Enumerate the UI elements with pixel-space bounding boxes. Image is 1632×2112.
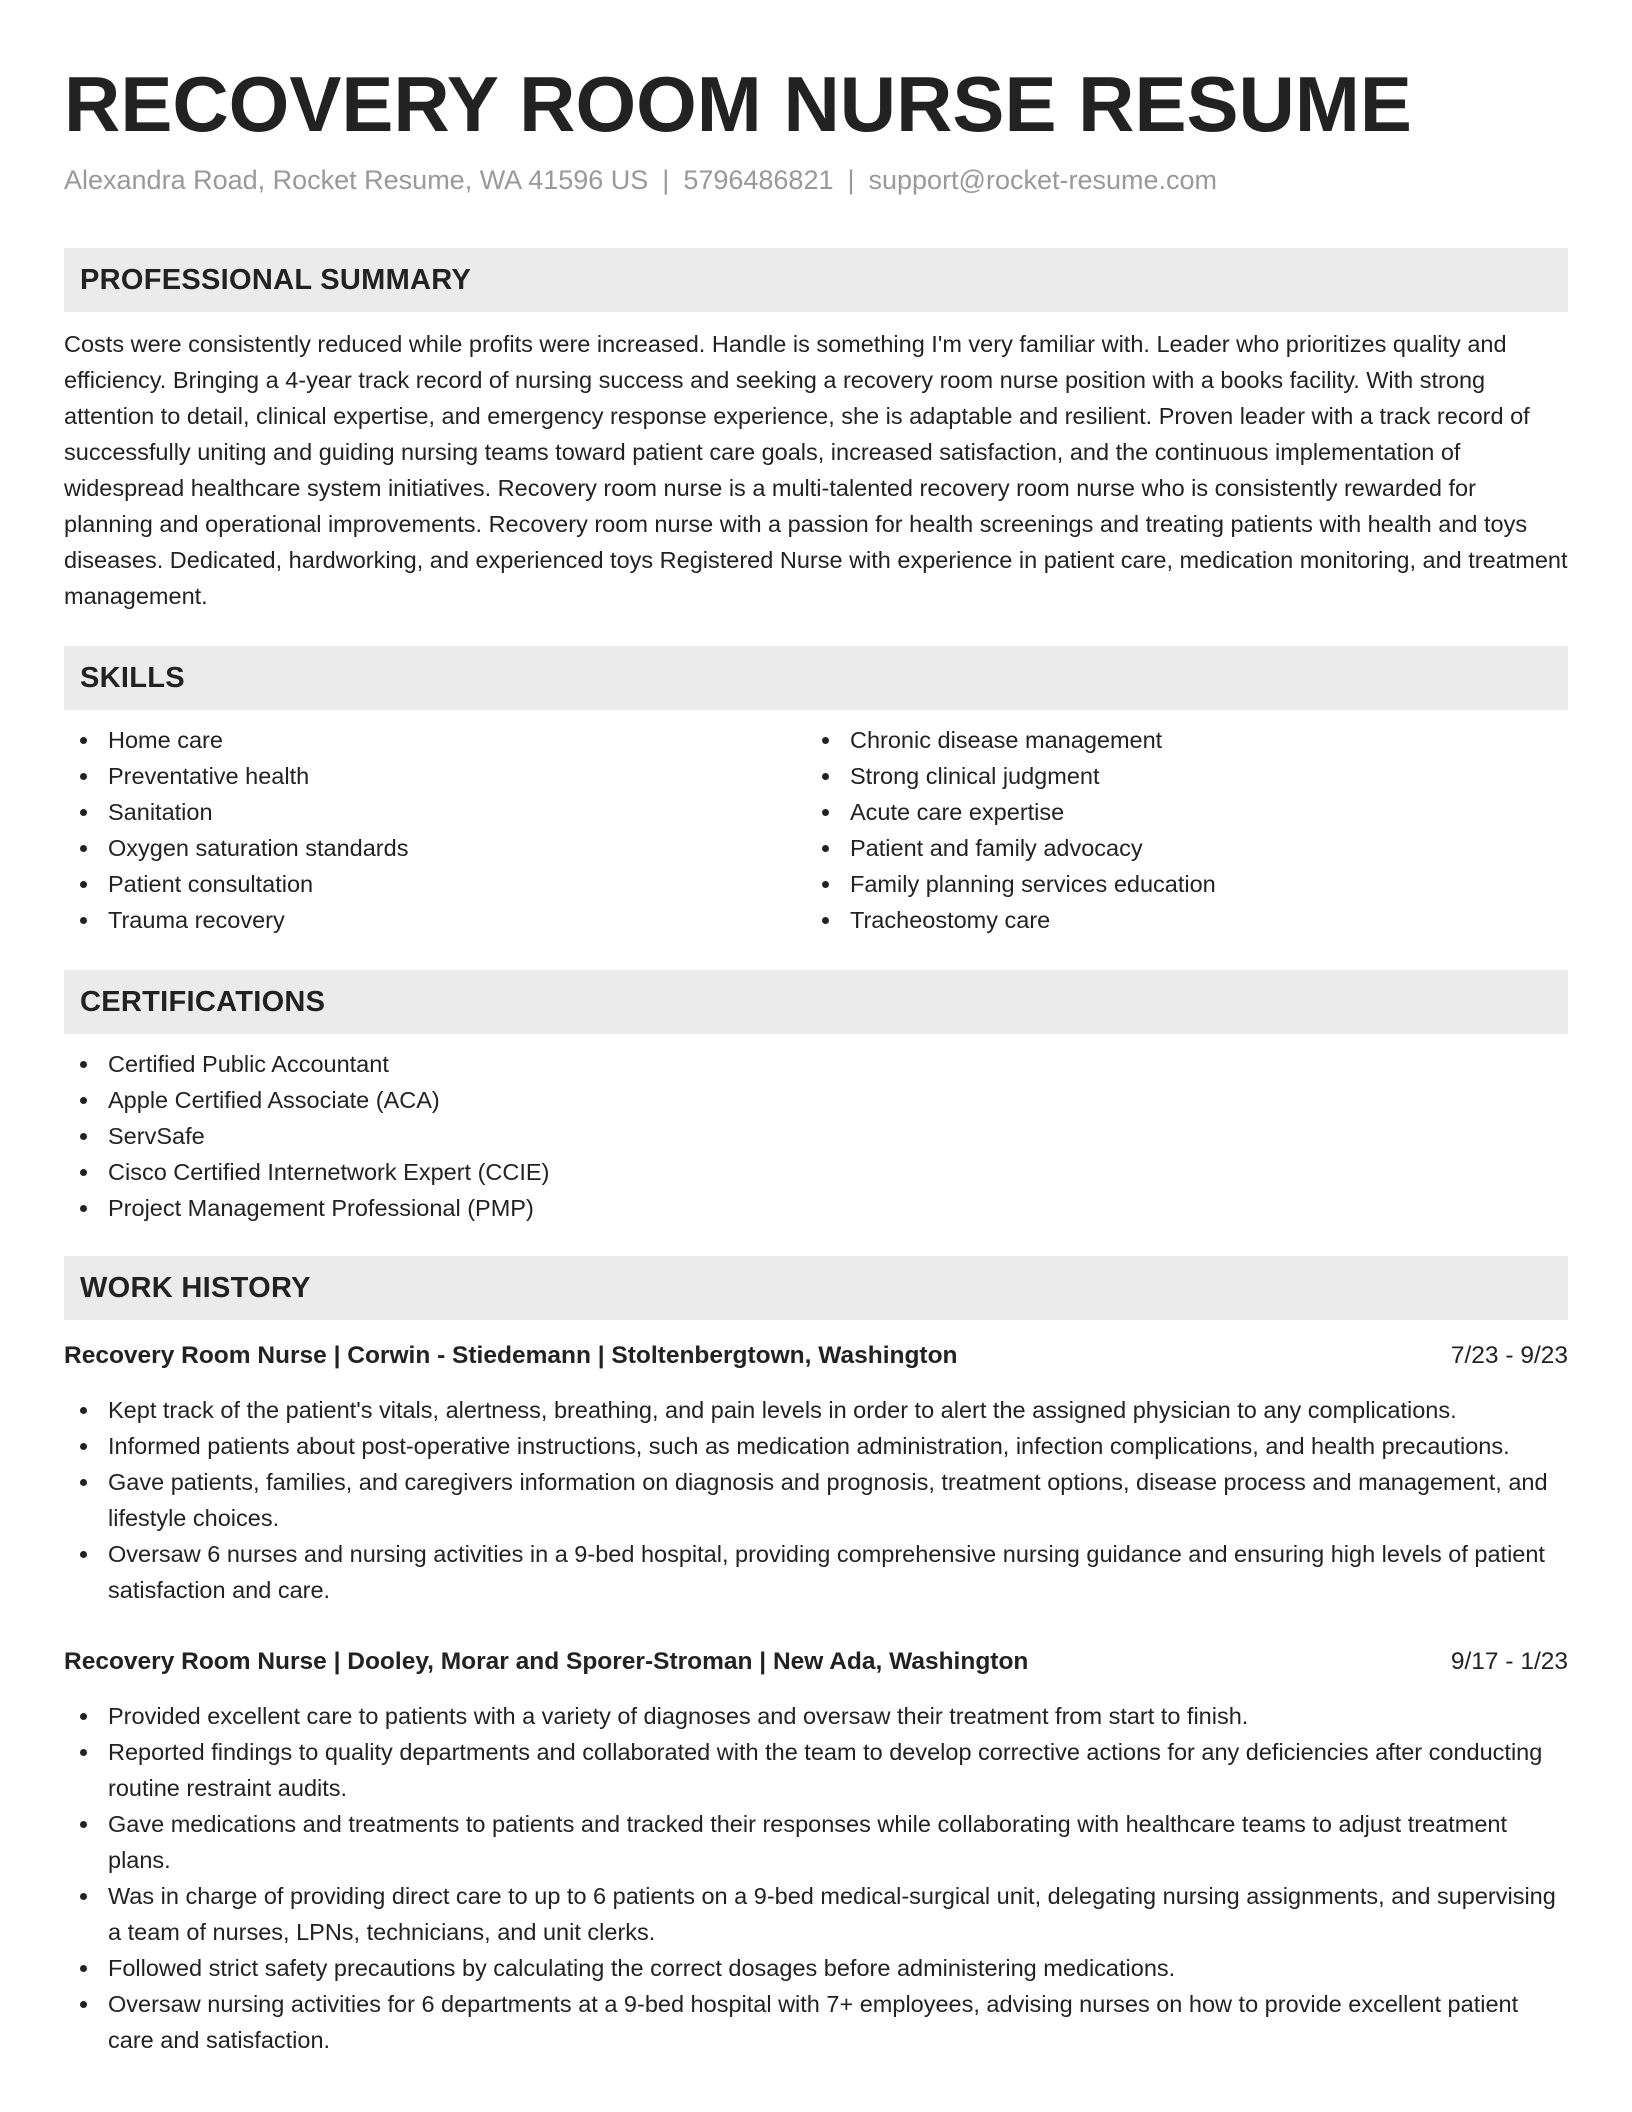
job-bullet: Oversaw 6 nurses and nursing activities in a 9-bed hospital, providing comprehensive nursing guidance and ensuring high levels of patient satisfaction and care. — [64, 1536, 1568, 1608]
skills-section — [64, 646, 1568, 938]
section-heading-certifications: CERTIFICATIONS — [64, 970, 1568, 1034]
contact-email: support@rocket-resume.com — [868, 165, 1218, 195]
job-bullet: Reported findings to quality departments and collaborated with the team to develop corrective actions for any deficiencies after conducting routine restraint audits. — [64, 1734, 1568, 1806]
skills-column-left — [64, 722, 806, 938]
work-history-section — [64, 1256, 1568, 2058]
summary-text: Costs were consistently reduced while profits were increased. Handle is something I'm very familiar with. Leader who prioritizes quality and efficiency. Bringing a 4-year track record of nursing success and seeking a recovery room nurse position with a books facility. With strong attention to detail, clinical expertise, and emergency response experience, she is adaptable and resilient. Proven leader with a track record of successfully uniting and guiding nursing teams toward patient care goals, increased satisfaction, and the continuous implementation of widespread healthcare system initiatives. Recovery room nurse is a multi-talented recovery room nurse who is consistently rewarded for planning and operational improvements. Recovery room nurse with a passion for health screenings and treating patients with health and toys diseases. Dedicated, hardworking, and experienced toys Registered Nurse with experience in patient care, medication monitoring, and treatment management. — [64, 331, 1568, 609]
certification-item: Certified Public Accountant — [64, 1046, 1568, 1082]
certification-item: Cisco Certified Internetwork Expert (CCIE) — [64, 1154, 1568, 1190]
skill-item: Patient and family advocacy — [806, 830, 1548, 866]
skill-item: Sanitation — [64, 794, 806, 830]
job-bullet: Was in charge of providing direct care to up to 6 patients on a 9-bed medical-surgical unit, delegating nursing assignments, and supervising a team of nurses, LPNs, technicians, and unit clerks. — [64, 1878, 1568, 1950]
skill-item: Patient consultation — [64, 866, 806, 902]
certifications-list — [64, 1046, 1568, 1226]
certifications-section — [64, 970, 1568, 1226]
skill-item: Oxygen saturation standards — [64, 830, 806, 866]
contact-separator: | — [662, 165, 670, 195]
job-bullet: Gave medications and treatments to patients and tracked their responses while collaborating with healthcare teams to adjust treatment plans. — [64, 1806, 1568, 1878]
job-dates: 7/23 - 9/23 — [1450, 1342, 1568, 1369]
job-bullet-list — [64, 1392, 1568, 1608]
skill-item: Family planning services education — [806, 866, 1548, 902]
section-heading-summary: PROFESSIONAL SUMMARY — [64, 248, 1568, 312]
job-entry — [64, 1644, 1568, 2058]
job-bullet: Followed strict safety precautions by calculating the correct dosages before administering medications. — [64, 1950, 1568, 1986]
skill-item: Preventative health — [64, 758, 806, 794]
skill-item: Trauma recovery — [64, 902, 806, 938]
certification-item: Apple Certified Associate (ACA) — [64, 1082, 1568, 1118]
skill-item: Chronic disease management — [806, 722, 1548, 758]
job-bullet-list — [64, 1698, 1568, 2058]
job-entry — [64, 1338, 1568, 1608]
skill-item: Tracheostomy care — [806, 902, 1548, 938]
skills-grid — [64, 722, 1568, 938]
job-dates: 9/17 - 1/23 — [1450, 1648, 1568, 1675]
job-header — [64, 1644, 1568, 1680]
job-title: Recovery Room Nurse | Dooley, Morar and Sporer-Stroman | New Ada, Washington — [64, 1648, 1029, 1675]
job-bullet: Oversaw nursing activities for 6 departments at a 9-bed hospital with 7+ employees, advising nurses on how to provide excellent patient care and satisfaction. — [64, 1986, 1568, 2058]
job-bullet: Gave patients, families, and caregivers information on diagnosis and prognosis, treatment options, disease process and management, and lifestyle choices. — [64, 1464, 1568, 1536]
job-bullet: Kept track of the patient's vitals, alertness, breathing, and pain levels in order to alert the assigned physician to any complications. — [64, 1392, 1568, 1428]
resume-title: RECOVERY ROOM NURSE RESUME — [64, 60, 1412, 148]
contact-line — [64, 162, 1568, 198]
contact-separator: | — [847, 165, 855, 195]
job-bullet: Informed patients about post-operative instructions, such as medication administration, infection complications, and health precautions. — [64, 1428, 1568, 1464]
contact-address: Alexandra Road, Rocket Resume, WA 41596 US — [64, 165, 649, 195]
contact-phone: 5796486821 — [683, 165, 834, 195]
skills-column-right — [806, 722, 1548, 938]
skill-item: Acute care expertise — [806, 794, 1548, 830]
skill-item: Strong clinical judgment — [806, 758, 1548, 794]
certification-item: ServSafe — [64, 1118, 1568, 1154]
professional-summary-section — [64, 248, 1568, 614]
job-title: Recovery Room Nurse | Corwin - Stiedemann | Stoltenbergtown, Washington — [64, 1342, 958, 1369]
certification-item: Project Management Professional (PMP) — [64, 1190, 1568, 1226]
section-heading-skills: SKILLS — [64, 646, 1568, 710]
section-heading-work-history: WORK HISTORY — [64, 1256, 1568, 1320]
job-header — [64, 1338, 1568, 1374]
skill-item: Home care — [64, 722, 806, 758]
job-bullet: Provided excellent care to patients with a variety of diagnoses and oversaw their treatment from start to finish. — [64, 1698, 1568, 1734]
